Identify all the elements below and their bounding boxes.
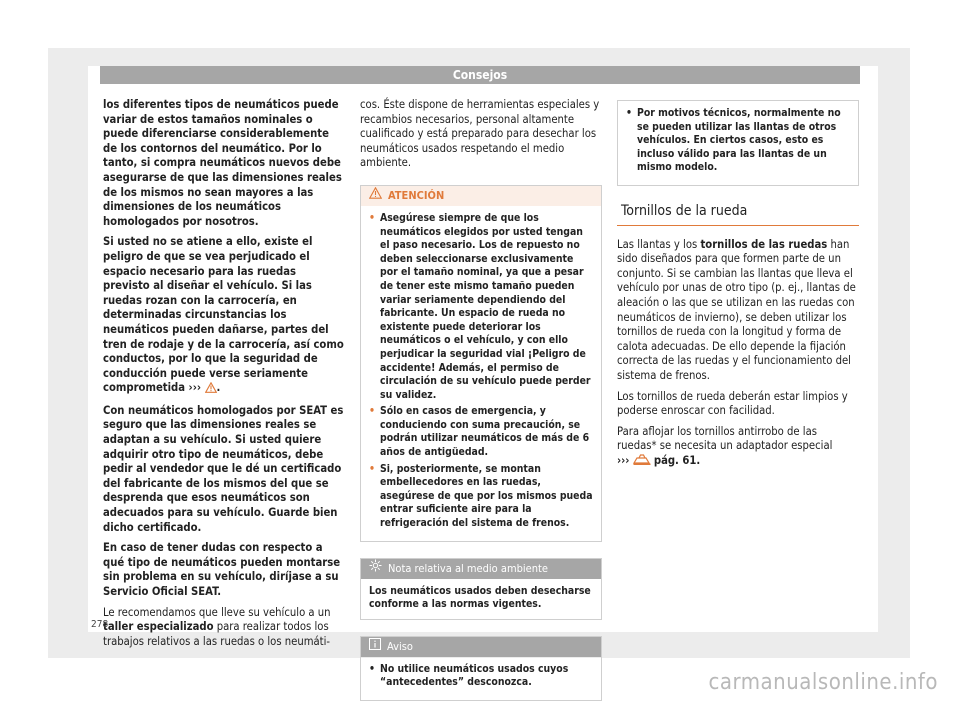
- text: han sido diseñados para que formen parte de un conjunto. Si se cambian las llantas que lleva el vehículo por unas de otro tipo (p. ej., llantas de aleación o las que se utilizan en las ruedas con neumáticos de invierno), se deben utilizar los tornillos de rueda con la longitud y forma de calota adecuadas. De ello depende la fijación correcta de las ruedas y el funcionamiento del sistema de frenos.: [617, 237, 856, 382]
- aviso-body: [361, 657, 601, 700]
- paragraph: En caso de tener dudas con respecto a qué tipo de neumáticos pueden montarse sin problema en su vehículo, diríjase a su Servicio Oficial SEAT.: [103, 541, 341, 598]
- note-body: [618, 101, 858, 185]
- list-item: • Si, posteriormente, se montan embellecedores en las ruedas, asegúrese de que por los mismos pueda entrar suficiente aire para la refrigeración del sistema de frenos.: [369, 463, 593, 531]
- warning-body: [361, 206, 601, 541]
- list-item: • No utilice neumáticos usados cuyos “antecedentes” desconozca.: [369, 663, 593, 690]
- text: Le recomendamos que lleve su vehículo a un: [103, 605, 331, 619]
- paragraph: [617, 425, 859, 471]
- text-bold: tornillos de las ruedas: [700, 237, 828, 251]
- list-item: • Asegúrese siempre de que los neumáticos elegidos por usted tengan el paso necesario. Los de repuesto no deben seleccionarse exclusivamente por el tamaño nominal, ya que a pesar de tener este mismo tamaño pueden variar seriamente dependiendo del fabricante. Un espacio de rueda no existente puede deteriorar los neumáticos o el vehículo, y con ello perjudicar la seguridad vial ¡Peligro de accidente! Además, el permiso de circulación de su vehículo puede perder su validez.: [369, 212, 593, 402]
- text: Las llantas y los: [617, 237, 698, 251]
- aviso-box: [360, 636, 602, 701]
- page-header: Consejos: [100, 66, 860, 84]
- paragraph: [617, 238, 859, 384]
- section-title: Tornillos de la rueda: [617, 204, 859, 226]
- text-bold: taller especializado: [103, 620, 214, 634]
- info-icon: [369, 637, 381, 657]
- paragraph: Los tornillos de rueda deberán estar limpios y poderse enroscar con facilidad.: [617, 389, 848, 418]
- reference-arrows[interactable]: ›››: [188, 381, 201, 395]
- reference-arrows[interactable]: ›››: [617, 453, 630, 467]
- environment-note-box: [360, 558, 602, 620]
- warning-triangle-icon: [369, 186, 382, 206]
- leaf-icon: [369, 559, 382, 579]
- text: Para aflojar los tornillos antirrobo de las ruedas* se necesita un adaptador especial: [617, 424, 833, 453]
- car-lift-icon: [633, 454, 651, 471]
- paragraph: cos. Éste dispone de herramientas especiales y recambios necesarios, personal altamente cualificado y está preparado para desechar los neumáticos usados respetando el medio ambiente.: [360, 98, 600, 170]
- column-1: [103, 98, 345, 655]
- column-3: [617, 98, 859, 476]
- paragraph: los diferentes tipos de neumáticos puede variar de estos tamaños nominales o puede diferenciarse considerablemente de los contornos del neumático. Por lo tanto, si compra neumáticos nuevos debe asegurarse de que las dimensiones reales de los mismos no sean mayores a las dimensiones de los neumáticos homologados por nosotros.: [103, 98, 342, 228]
- warning-box: [360, 185, 602, 542]
- page-number: 278: [91, 619, 109, 630]
- warning-header: [361, 186, 601, 206]
- environment-note-header: [361, 559, 601, 579]
- text: para realizar todos los trabajos relativos a las ruedas o los neumáti-: [103, 620, 331, 648]
- page-reference-link[interactable]: pág. 61.: [653, 453, 701, 467]
- environment-note-title: Nota relativa al medio ambiente: [388, 561, 548, 575]
- warning-triangle-icon: [205, 382, 217, 398]
- paragraph: Si usted no se atiene a ello, existe el peligro de que se vea perjudicado el espacio necesario para las ruedas previsto al diseñar el vehículo. Si las ruedas rozan con la carrocería, en determinadas circunstancias los neumáticos pueden dañarse, partes del tren de rodaje y de la carrocería, así como conductos, por lo que la seguridad de conducción puede verse seriamente comprometida ››› .: [103, 235, 345, 398]
- paragraph: [103, 606, 345, 650]
- paragraph: Con neumáticos homologados por SEAT es seguro que las dimensiones reales se adaptan a su vehículo. Si usted quiere adquirir otro tipo de neumáticos, debe pedir al vendedor que le dé un certificado del fabricante de los mismos del que se desprenda que esos neumáticos son adecuados para su vehículo. Guarde bien dicho certificado.: [103, 403, 344, 534]
- environment-note-body: Los neumáticos usados deben desecharse conforme a las normas vigentes.: [369, 584, 591, 611]
- watermark: carmanualsonline.info: [708, 670, 938, 695]
- warning-title: ATENCIÓN: [388, 188, 445, 202]
- list-item: • Sólo en casos de emergencia, y conduciendo con suma precaución, se podrán utilizar neumáticos de más de 6 años de antigüedad.: [369, 405, 593, 459]
- column-2: [360, 98, 602, 701]
- aviso-title: Aviso: [387, 639, 413, 653]
- aviso-header: [361, 637, 601, 657]
- list-item: • Por motivos técnicos, normalmente no se pueden utilizar las llantas de otros vehículos. En ciertos casos, esto es incluso válido para las llantas de un mismo modelo.: [626, 107, 850, 175]
- note-box: [617, 100, 859, 186]
- paragraph-text: Si usted no se atiene a ello, existe el peligro de que se vea perjudicado el espacio necesario para las ruedas previsto al diseñar el vehículo. Si las ruedas rozan con la carrocería, en determinadas circunstancias los neumáticos pueden dañarse, partes del tren de rodaje y de la carrocería, así como conductos, por lo que la seguridad de conducción puede verse seriamente comprometida: [103, 235, 344, 395]
